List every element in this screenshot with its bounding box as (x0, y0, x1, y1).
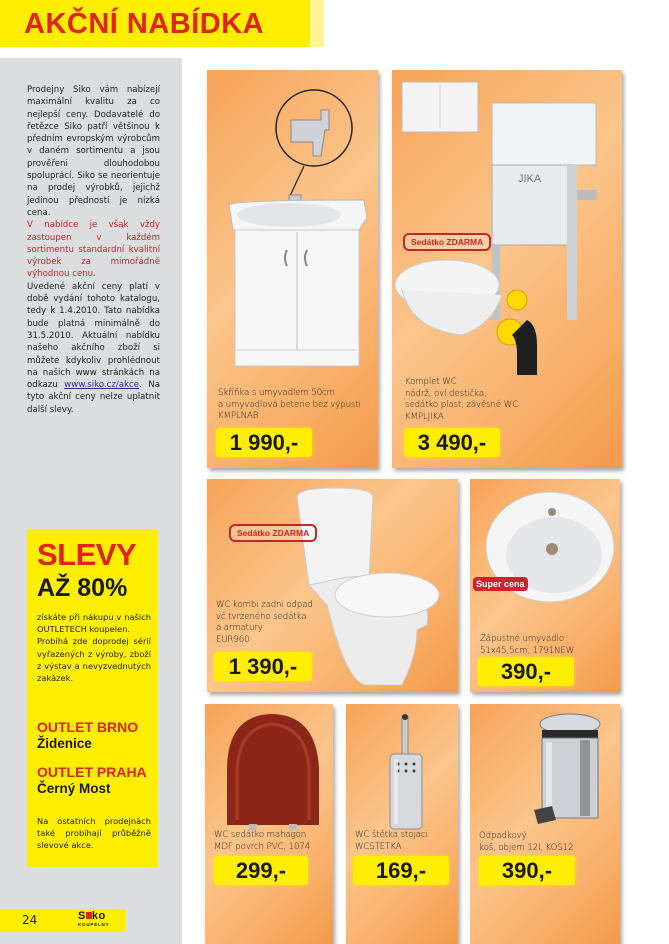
validity-text: Uvedené akční ceny platí v době vydání tohoto katalogu, tedy k 1.4.2010. Tato nabídka bude platná minimálně do 31.5.2010. Aktuální nabídku našeho akčního zboží si můžete kdykoliv prohlédnout na našich www stránkách na odkazu (27, 281, 160, 391)
product-description: WC sedátko mahagon MDF povrch PVC, 1074 (214, 830, 311, 852)
page-title: AKČNÍ NABÍDKA (24, 8, 265, 40)
page-number: 24 (22, 913, 38, 927)
product-card[interactable] (470, 704, 620, 944)
product-price: 3 490,- (404, 428, 500, 457)
toilet-icon (287, 485, 457, 690)
product-description: Komplet WC nádrž, ovl.destička, sedátko plast, závěsné WC KMPLJIKA (405, 377, 519, 422)
pedal-bin-icon (530, 712, 610, 832)
promo-subheadline: AŽ 80% (37, 574, 128, 602)
product-price: 390,- (479, 856, 575, 885)
toilet-brush-icon (376, 704, 436, 834)
siko-logo (78, 911, 118, 929)
toilet-seat-icon (217, 710, 327, 835)
promo-text-2: Probíhá zde doprodej sérií vyřazených z výroby, zboží z výstav a nevyzvednutých zakázek. (37, 636, 151, 684)
product-card[interactable] (392, 70, 622, 468)
product-price: 1 990,- (216, 428, 312, 457)
product-card[interactable] (207, 70, 378, 468)
intro-highlight: V nabídce je však vždy zastoupen v každém sortimentu standardní kvalitní výrobek za mimořádně výhodnou cenu. (27, 220, 160, 280)
header-banner-fade (310, 0, 324, 47)
intro-validity (27, 281, 160, 416)
product-card[interactable] (346, 704, 458, 944)
wall-hung-toilet-icon (392, 70, 622, 390)
logo-subtext: KOUPELNY (78, 922, 110, 927)
outlet-brno-place: Židenice (37, 736, 92, 751)
outlet-praha-title: OUTLET PRAHA (37, 764, 147, 780)
free-seat-badge: Sedátko ZDARMA (403, 233, 491, 251)
product-price: 1 390,- (214, 652, 312, 681)
logo-s: S (78, 910, 86, 922)
validity-tail: . Na tyto akční ceny nelze uplatnit další slevy. (27, 380, 160, 415)
super-price-badge: Super cena (473, 577, 528, 591)
promo-headline: SLEVY (37, 537, 137, 572)
logo-ko: ko (91, 910, 106, 922)
product-price: 390,- (478, 657, 574, 686)
promo-text-1: získáte při nákupu v našich OUTLETECH koupelen. (37, 612, 151, 635)
product-card[interactable] (207, 479, 458, 692)
intro-text (27, 84, 160, 416)
product-price: 299,- (214, 856, 308, 885)
product-description: Zápustné umyvadlo 51x45,5cm, 1791NEW (480, 634, 575, 656)
product-card[interactable] (470, 479, 620, 692)
vanity-cabinet-icon (219, 80, 369, 380)
jika-brand-label: JIKA (518, 173, 542, 185)
basin-icon (482, 487, 618, 612)
product-price: 169,- (353, 856, 449, 885)
product-description: WC kombi zadni odpad vč.tvrzeného sedátka a armatury EUR960 (216, 600, 313, 645)
free-seat-badge: Sedátko ZDARMA (229, 524, 317, 542)
product-description: WC štětka stojaci WCSTETKA (355, 830, 428, 852)
promo-text (37, 611, 151, 684)
outlet-promo-box (27, 529, 158, 867)
product-description: Odpadkový koš, objem 12l, KOS12 (479, 831, 574, 853)
outlet-brno-title: OUTLET BRNO (37, 719, 139, 735)
promo-footer-text: Na ostatních prodejnách také probíhají průběžně slevové akce. (37, 816, 151, 851)
outlet-praha-place: Černý Most (37, 781, 111, 796)
akce-link[interactable]: www.siko.cz/akce (64, 380, 140, 391)
intro-paragraph: Prodejny Siko vám nabízejí maximální kvalitu za co nejlepší ceny. Dodavatelé do řetězce Siko patří většinou k předním evropským výrobcům v daném sortimentu a jsou prověřeni dlouhodobou spoluprácí. Siko se neorientuje na prodej výrobků, jejichž jedinou předností je nízká cena. (27, 85, 160, 218)
product-description: Skříňka s umyvadlem 50cm a umyvadlová beterie bez výpusti KMPLNAB (218, 388, 361, 422)
product-card[interactable] (205, 704, 333, 944)
